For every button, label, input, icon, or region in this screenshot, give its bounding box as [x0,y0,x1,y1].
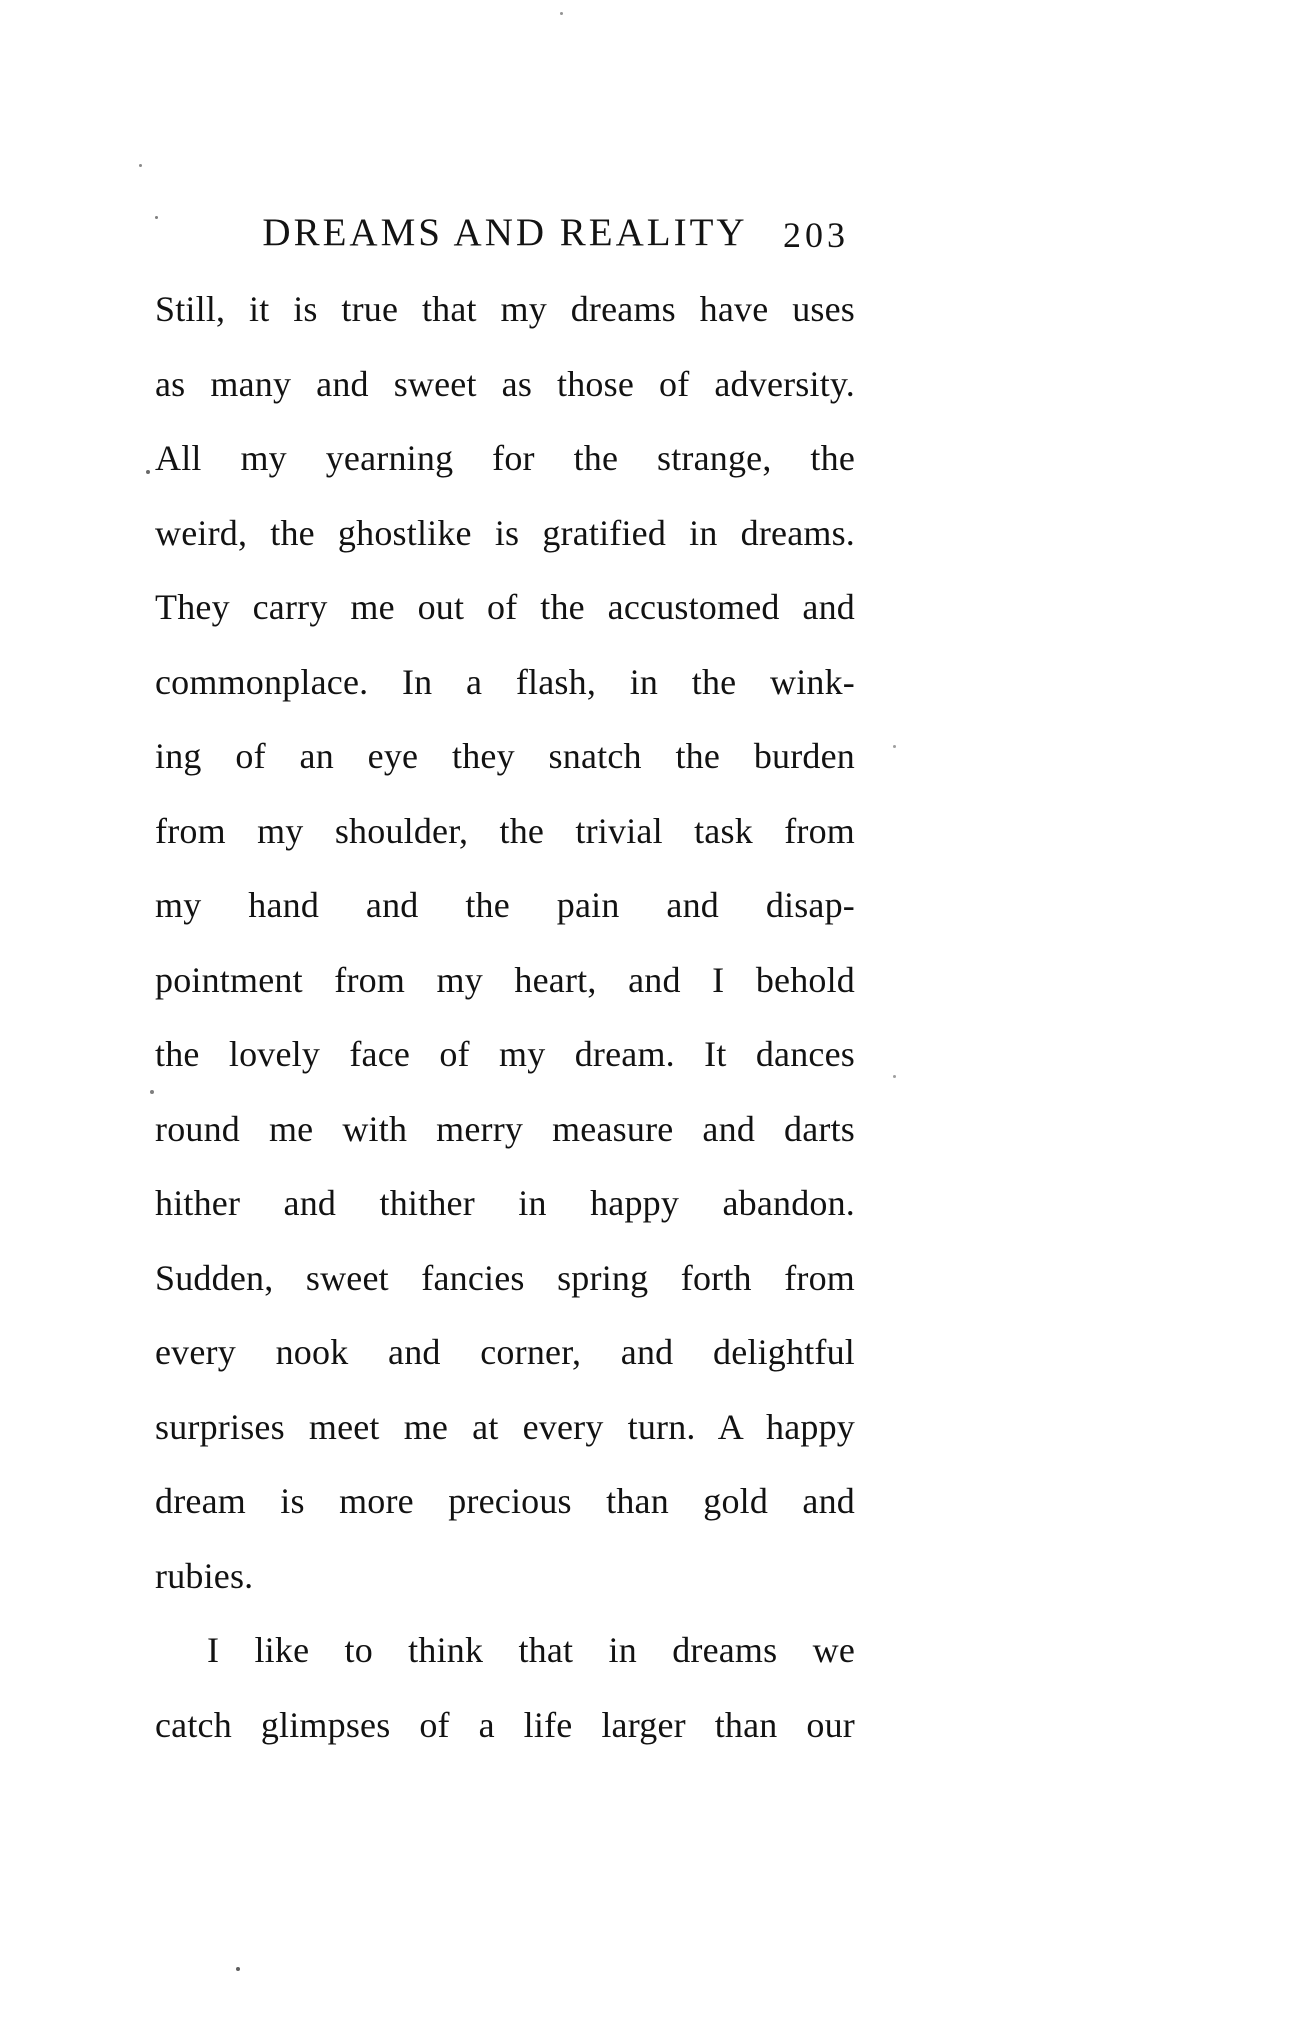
text-line: every nook and corner, and delightful [155,1332,855,1372]
text-line: dream is more precious than gold and [155,1481,855,1521]
text-line: as many and sweet as those of adversity. [155,363,855,404]
text-line: hither and thither in happy abandon. [155,1183,855,1223]
text-line: the lovely face of my dream. It dances [155,1034,855,1074]
text-line: pointment from my heart, and I behold [155,959,855,1000]
scan-speck [150,1090,154,1094]
page-number: 203 [783,215,849,255]
body-text [155,272,855,1762]
scan-speck [146,470,150,474]
text-line: Sudden, sweet fancies spring forth from [155,1257,855,1298]
scan-speck [893,1075,896,1078]
text-line: commonplace. In a flash, in the wink- [155,661,855,702]
chapter-title: DREAMS AND REALITY [262,211,748,254]
text-line: rubies. [155,1555,254,1596]
text-line: Still, it is true that my dreams have uses [155,289,855,329]
scan-speck [155,216,158,219]
text-line: All my yearning for the strange, the [155,438,855,478]
scan-speck [560,12,563,15]
text-line: my hand and the pain and disap- [155,885,855,925]
text-line: ing of an eye they snatch the burden [155,736,855,776]
scan-speck [236,1967,240,1971]
text-line: from my shoulder, the trivial task from [155,810,855,851]
text-line: surprises meet me at every turn. A happy [155,1406,855,1447]
text-line: I like to think that in dreams we [207,1630,855,1670]
page-header [155,210,855,258]
scan-speck [139,164,142,167]
scan-speck [893,745,896,748]
text-line: catch glimpses of a life larger than our [155,1704,855,1745]
text-line: weird, the ghostlike is gratified in dreams. [155,512,855,553]
text-line: round me with merry measure and darts [155,1108,855,1149]
text-line: They carry me out of the accustomed and [155,587,855,627]
